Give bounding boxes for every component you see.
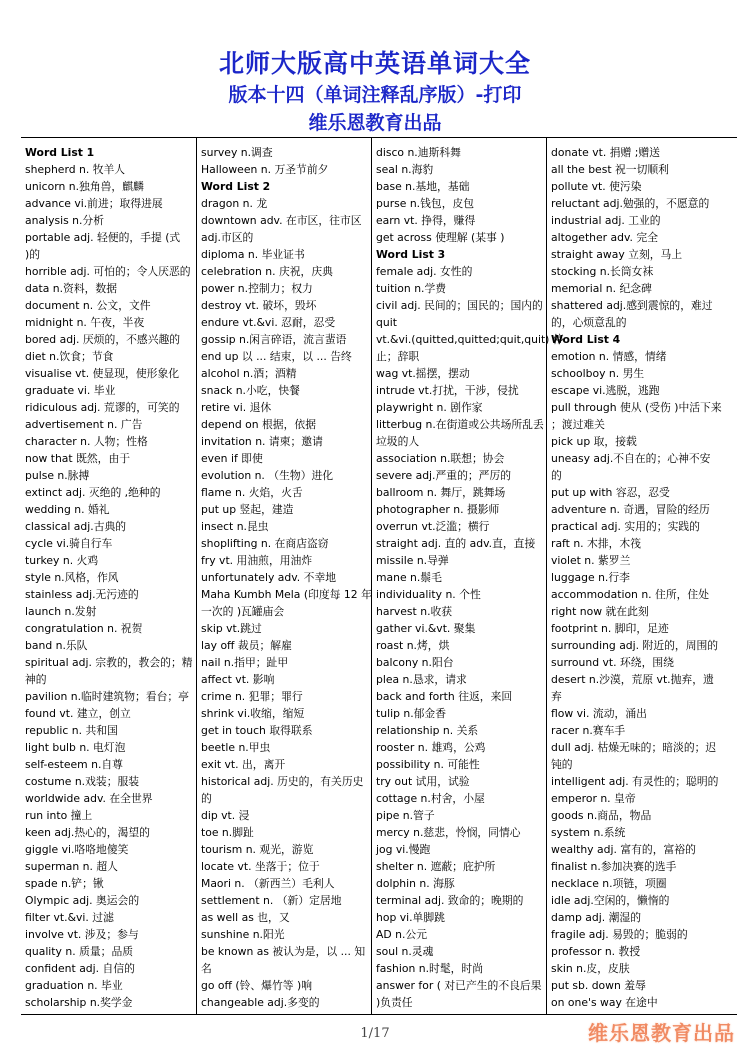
word-entry: wealthy adj. 富有的，富裕的 [551,843,696,856]
word-entry: spade n.铲；锹 [25,877,104,890]
word-entry: association n.联想；协会 [376,452,505,465]
word-entry: nail n.指甲；趾甲 [201,656,289,669]
word-entry: industrial adj. 工业的 [551,214,661,227]
word-entry: changeable adj.多变的 [201,996,320,1009]
word-entry: survey n.调查 [201,146,273,159]
word-entry: emperor n. 皇帝 [551,792,636,805]
word-entry: spiritual adj. 宗教的，教会的；精 [25,656,193,669]
column-1 [21,138,196,1014]
word-entry: purse n.钱包，皮包 [376,197,475,210]
word-entry: intelligent adj. 有灵性的；聪明的 [551,775,719,788]
word-entry: pick up 取，接载 [551,435,637,448]
word-entry: mane n.鬃毛 [376,571,442,584]
word-entry: on one's way 在途中 [551,996,658,1009]
word-entry: memorial n. 纪念碑 [551,282,652,295]
word-entry: 止；辞职 [376,350,420,363]
word-entry: intrude vt.打扰，干涉，侵扰 [376,384,519,397]
word-entry: alcohol n.酒；酒精 [201,367,297,380]
word-entry: ridiculous adj. 荒谬的，可笑的 [25,401,180,414]
word-entry: put up with 容忍，忍受 [551,486,670,499]
word-entry: skip vt.跳过 [201,622,262,635]
page-number: 1/17 [360,1026,390,1041]
word-entry: roast n.烤，烘 [376,639,450,652]
word-entry: wedding n. 婚礼 [25,503,110,516]
word-entry: balcony n.阳台 [376,656,454,669]
word-entry: accommodation n. 住所，住处 [551,588,710,601]
word-entry: endure vt.&vi. 忍耐，忍受 [201,316,336,329]
word-entry: uneasy adj.不自在的；心神不安 [551,452,711,465]
word-entry: historical adj. 历史的，有关历史 [201,775,364,788]
word-entry: light bulb n. 电灯泡 [25,741,126,754]
word-entry: straight adj. 直的 adv.直，直接 [376,537,536,550]
word-entry: depend on 根据，依据 [201,418,316,431]
word-entry: mercy n.慈悲，怜悯，同情心 [376,826,521,839]
word-entry: Olympic adj. 奥运会的 [25,894,140,907]
word-entry: altogether adv. 完全 [551,231,659,244]
word-entry: bored adj. 厌烦的，不感兴趣的 [25,333,181,346]
word-entry: shrink vi.收缩，缩短 [201,707,305,720]
word-entry: cottage n.村舍，小屋 [376,792,485,805]
word-entry: raft n. 木排，木筏 [551,537,642,550]
word-entry: surrounding adj. 附近的，周围的 [551,639,719,652]
word-entry: relationship n. 关系 [376,724,479,737]
word-entry: gather vi.&vt. 聚集 [376,622,476,635]
word-entry: retire vi. 退休 [201,401,272,414]
word-entry: rooster n. 雄鸡，公鸡 [376,741,486,754]
word-entry: AD n.公元 [376,928,428,941]
word-entry: vt.&vi.(quitted,quitted;quit,quit) 停 [376,333,564,346]
word-entry: document n. 公文，文件 [25,299,151,312]
word-entry: fashion n.时髦，时尚 [376,962,484,975]
word-entry: locate vt. 坐落于；位于 [201,860,320,873]
word-entry: overrun vt.泛滥；横行 [376,520,490,533]
word-entry: earn vt. 挣得，赚得 [376,214,476,227]
word-entry: end up 以 ... 结束，以 ... 告终 [201,350,352,363]
word-entry: photographer n. 摄影师 [376,503,500,516]
word-entry: put up 竖起，建造 [201,503,294,516]
word-entry: right now 就在此刻 [551,605,649,618]
word-list-columns [21,137,737,1015]
word-entry: be known as 被认为是，以 ... 知 [201,945,366,958]
word-entry: shelter n. 遮蔽；庇护所 [376,860,496,873]
word-entry: soul n.灵魂 [376,945,434,958]
watermark-logo: 维乐恩教育出品 [588,1021,735,1045]
word-entry: practical adj. 实用的；实践的 [551,520,700,533]
word-entry: fragile adj. 易毁的；脆弱的 [551,928,688,941]
word-entry: pollute vt. 使污染 [551,180,642,193]
word-entry: advertisement n. 广告 [25,418,143,431]
word-entry: advance vi.前进；取得进展 [25,197,163,210]
word-entry: adventure n. 奇遇，冒险的经历 [551,503,710,516]
word-entry: answer for ( 对已产生的不良后果 [376,979,542,992]
word-entry: go off (铃、爆竹等 )响 [201,979,313,992]
word-entry: exit vt. 出，离开 [201,758,286,771]
word-entry: superman n. 超人 [25,860,118,873]
word-entry: launch n.发射 [25,605,97,618]
word-entry: as well as 也，又 [201,911,290,924]
word-entry: all the best 祝一切顺利 [551,163,669,176]
word-entry: dragon n. 龙 [201,197,268,210]
word-entry: giggle vi.咯咯地傻笑 [25,843,129,856]
word-entry: hop vi.单脚跳 [376,911,445,924]
word-entry: data n.资料，数据 [25,282,118,295]
word-entry: violet n. 紫罗兰 [551,554,631,567]
word-entry: idle adj.空闲的，懒惰的 [551,894,670,907]
word-entry: get in touch 取得联系 [201,724,313,737]
word-entry: beetle n.甲虫 [201,741,271,754]
word-entry: costume n.戏装；服装 [25,775,140,788]
word-entry: shoplifting n. 在商店盗窃 [201,537,329,550]
word-entry: Halloween n. 万圣节前夕 [201,163,329,176]
word-entry: character n. 人物；性格 [25,435,148,448]
word-entry: found vt. 建立，创立 [25,707,131,720]
word-entry: disco n.迪斯科舞 [376,146,461,159]
word-entry: pavilion n.临时建筑物；看台；亭 [25,690,189,703]
word-entry: schoolboy n. 男生 [551,367,645,380]
word-entry: luggage n.行李 [551,571,630,584]
word-entry: style n.风格，作风 [25,571,119,584]
word-entry: back and forth 往返，来回 [376,690,513,703]
word-entry: plea n.恳求，请求 [376,673,467,686]
word-entry: stainless adj.无污迹的 [25,588,139,601]
word-entry: dull adj. 枯燥无味的；暗淡的；迟 [551,741,717,754]
word-entry: visualise vt. 使显现，使形象化 [25,367,180,380]
word-entry: finalist n.参加决赛的选手 [551,860,677,873]
word-entry: congratulation n. 祝贺 [25,622,143,635]
word-entry: destroy vt. 破坏，毁坏 [201,299,317,312]
word-entry: invitation n. 请柬；邀请 [201,435,323,448]
word-entry: dolphin n. 海豚 [376,877,455,890]
word-entry: cycle vi.骑自行车 [25,537,113,550]
word-entry: diet n.饮食；节食 [25,350,114,363]
word-entry: jog vi.慢跑 [376,843,431,856]
word-entry: put sb. down 羞辱 [551,979,646,992]
word-list-heading: Word List 2 [201,180,271,193]
word-entry: snack n.小吃，快餐 [201,384,300,397]
word-entry: graduate vi. 毕业 [25,384,116,397]
word-entry: possibility n. 可能性 [376,758,480,771]
word-entry: skin n.皮，皮肤 [551,962,630,975]
word-list-heading: Word List 4 [551,333,621,346]
word-entry: involve vt. 涉及；参与 [25,928,139,941]
word-entry: get across 使理解 (某事 ) [376,231,505,244]
word-list-heading: Word List 3 [376,248,446,261]
word-entry: classical adj.古典的 [25,520,127,533]
word-entry: quit [376,316,397,329]
word-entry: celebration n. 庆祝，庆典 [201,265,333,278]
word-entry: now that 既然，由于 [25,452,131,465]
word-entry: tuition n.学费 [376,282,447,295]
word-entry: filter vt.&vi. 过滤 [25,911,114,924]
word-entry: evolution n. （生物）进化 [201,469,334,482]
word-entry: quality n. 质量；品质 [25,945,134,958]
word-entry: desert n.沙漠，荒原 vt.抛弃，遗 [551,673,714,686]
word-entry: surround vt. 环绕，围绕 [551,656,674,669]
word-entry: tourism n. 观光，游览 [201,843,314,856]
word-entry: ；渡过难关 [551,418,605,431]
word-entry: racer n.赛车手 [551,724,626,737]
word-entry: unicorn n.独角兽，麒麟 [25,180,144,193]
word-entry: 弃 [551,690,562,703]
word-entry: adj.市区的 [201,231,254,244]
word-entry: 垃圾的人 [376,435,420,448]
word-entry: shepherd n. 牧羊人 [25,163,126,176]
word-entry: pipe n.管子 [376,809,435,822]
word-entry: downtown adv. 在市区，往市区 [201,214,362,227]
word-entry: harvest n.收获 [376,605,453,618]
word-entry: self-esteem n.自尊 [25,758,123,771]
word-entry: wag vt.摇摆，摆动 [376,367,470,380]
word-entry: confident adj. 自信的 [25,962,135,975]
word-entry: straight away 立刻，马上 [551,248,683,261]
word-entry: pulse n.脉搏 [25,469,90,482]
word-entry: try out 试用，试验 [376,775,470,788]
word-entry: escape vi.逃脱，逃跑 [551,384,660,397]
word-entry: goods n.商品，物品 [551,809,652,822]
word-entry: playwright n. 剧作家 [376,401,483,414]
word-entry: missile n.导弹 [376,554,449,567]
word-entry: fry vt. 用油煎，用油炸 [201,554,313,567]
word-entry: shattered adj.感到震惊的，难过 [551,299,713,312]
word-entry: gossip n.闲言碎语，流言蜚语 [201,333,347,346]
word-entry: flame n. 火焰，火舌 [201,486,303,499]
word-list-heading: Word List 1 [25,146,95,159]
word-entry: worldwide adv. 在全世界 [25,792,153,805]
word-entry: lay off 裁员；解雇 [201,639,292,652]
word-entry: donate vt. 捐赠 ;赠送 [551,146,660,159]
word-entry: 神的 [25,673,47,686]
word-entry: )负责任 [376,996,413,1009]
word-entry: ballroom n. 舞厅，跳舞场 [376,486,506,499]
word-entry: severe adj.严重的；严厉的 [376,469,512,482]
word-entry: power n.控制力；权力 [201,282,313,295]
word-entry: Maori n. （新西兰）毛利人 [201,877,335,890]
word-entry: analysis n.分析 [25,214,105,227]
word-entry: )的 [25,248,41,261]
word-entry: terminal adj. 致命的；晚期的 [376,894,524,907]
word-entry: damp adj. 潮湿的 [551,911,641,924]
column-2 [196,138,371,1014]
word-entry: tulip n.郁金香 [376,707,447,720]
document-subtitle: 版本十四（单词注释乱序版）-打印 [228,84,522,106]
word-entry: unfortunately adv. 不幸地 [201,571,337,584]
word-entry: portable adj. 轻便的，手提 (式 [25,231,181,244]
word-entry: litterbug n.在街道或公共场所乱丢 [376,418,544,431]
word-entry: 名 [201,962,212,975]
word-entry: Maha Kumbh Mela (印度每 12 年 [201,588,372,601]
word-entry: extinct adj. 灭绝的 ,绝种的 [25,486,161,499]
word-entry: footprint n. 脚印，足迹 [551,622,669,635]
word-entry: keen adj.热心的，渴望的 [25,826,150,839]
word-entry: crime n. 犯罪；罪行 [201,690,303,703]
word-entry: necklace n.项链，项圈 [551,877,667,890]
word-entry: dip vt. 浸 [201,809,250,822]
document-title: 北师大版高中英语单词大全 [218,49,531,78]
word-entry: pull through 使从 (受伤 )中活下来 [551,401,722,414]
word-entry: republic n. 共和国 [25,724,118,737]
word-entry: 的 [551,469,562,482]
word-entry: professor n. 教授 [551,945,641,958]
word-entry: female adj. 女性的 [376,265,473,278]
word-entry: emotion n. 情感，情绪 [551,350,667,363]
publisher-line: 维乐恩教育出品 [308,112,442,134]
word-entry: affect vt. 影响 [201,673,275,686]
word-entry: 的，心烦意乱的 [551,316,627,329]
word-entry: band n.乐队 [25,639,88,652]
word-entry: even if 即使 [201,452,263,465]
word-entry: seal n.海豹 [376,163,434,176]
word-entry: system n.系统 [551,826,626,839]
word-entry: scholarship n.奖学金 [25,996,133,1009]
word-entry: stocking n.长筒女袜 [551,265,654,278]
word-entry: settlement n. （新）定居地 [201,894,342,907]
word-entry: 钝的 [551,758,573,771]
word-entry: midnight n. 午夜，半夜 [25,316,145,329]
word-entry: reluctant adj.勉强的，不愿意的 [551,197,710,210]
word-entry: 一次的 )瓦罐庙会 [201,605,285,618]
word-entry: civil adj. 民间的；国民的；国内的 [376,299,543,312]
word-entry: run into 撞上 [25,809,93,822]
word-entry: insect n.昆虫 [201,520,269,533]
word-entry: diploma n. 毕业证书 [201,248,305,261]
word-entry: base n.基地，基础 [376,180,470,193]
column-4 [546,138,721,1014]
word-entry: toe n.脚趾 [201,826,254,839]
word-entry: graduation n. 毕业 [25,979,123,992]
word-entry: 的 [201,792,212,805]
word-entry: sunshine n.阳光 [201,928,285,941]
word-entry: individuality n. 个性 [376,588,481,601]
word-entry: horrible adj. 可怕的；令人厌恶的 [25,265,191,278]
word-entry: flow vi. 流动，涌出 [551,707,647,720]
word-entry: turkey n. 火鸡 [25,554,99,567]
